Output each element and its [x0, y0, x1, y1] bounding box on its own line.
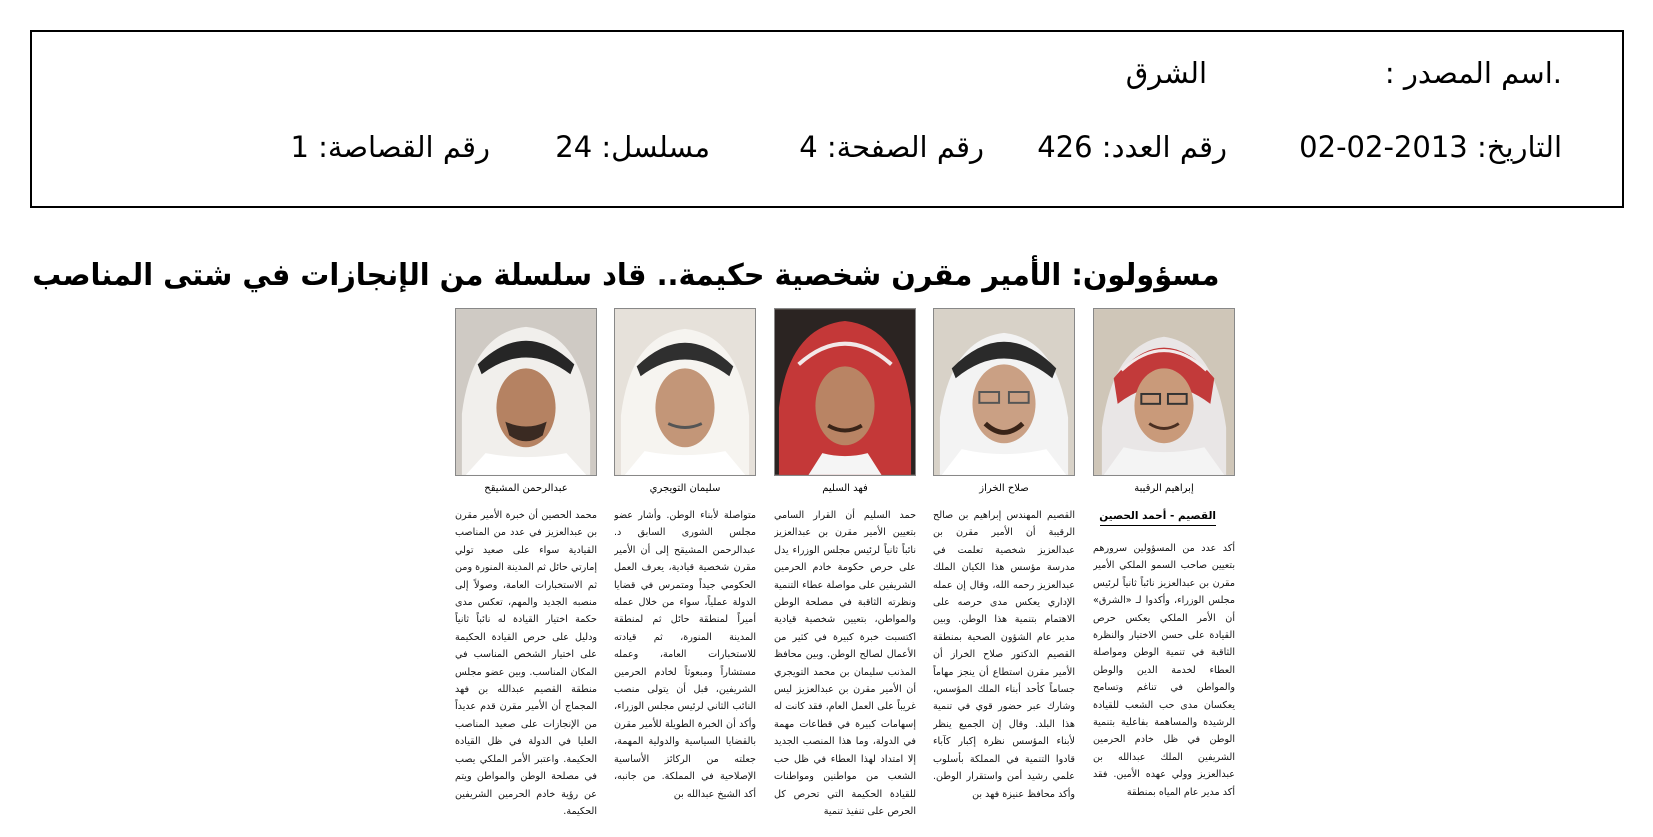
- portrait-photo-abdulrahman: [455, 308, 597, 476]
- portrait-photo-ibrahim: [1093, 308, 1235, 476]
- photo-caption-ibrahim: إبراهيم الرقيبة: [1134, 483, 1194, 494]
- date-field: التاريخ: 2013-02-02: [1299, 130, 1562, 164]
- article-column-1: أكد عدد من المسؤولين سرورهم بتعيين صاحب السمو الملكي الأمير مقرن بن عبدالعزيز نائباً ثانياً لرئيس مجلس الوزراء، وأكدوا لـ «الشرق» أن الأمر الملكي يعكس حرص القيادة على حسن الاختيار والنظرة الثاقبة في تنمية الوطن ومواصلة العطاء لخدمة الدين والوطن والمواطن في تناغم وتسامح يعكسان مدى حب الشعب للقيادة الرشيدة والمساهمة بفاعلية بتنمية الوطن في ظل خادم الحرمين الشريفين الملك عبدالله بن عبدالعزيز وولي عهده الأمين. فقد أكد مدير عام المياه بمنطقة: [1093, 543, 1235, 798]
- source-info-box: [30, 30, 1624, 208]
- article-column-5: محمد الحصين أن خبرة الأمير مقرن بن عبدالعزيز في عدد من المناصب القيادية سواء على صعيد تولي إمارتي حائل ثم المدينة المنورة ومن ثم الاستخبارات العامة، وصولاً إلى منصبه الجديد والمهم، تعكس مدى حكمة اختيار القيادة له نائباً ثانياً ودليل على حرص القيادة الحكيمة على اختيار الشخص المناسب في المكان المناسب. وبين عضو مجلس منطقة القصيم عبدالله بن فهد المجماج أن الأمير مقرن قدم عديداً من الإنجازات على صعيد المناصب العليا في الدولة في ظل القيادة الحكيمة. واعتبر الأمر الملكي يصب في مصلحة الوطن والمواطن ويتم عن رؤية خادم الحرمين الشريفين الحكيمة.: [455, 510, 597, 817]
- portrait-photo-sulaiman: [614, 308, 756, 476]
- portrait-photo-icon: [456, 309, 596, 475]
- clipping-number-field: رقم القصاصة: 1: [290, 130, 490, 164]
- page-number-field: رقم الصفحة: 4: [799, 130, 984, 164]
- article-column-2: القصيم المهندس إبراهيم بن صالح الرقيبة أن الأمير مقرن بن عبدالعزيز شخصية تعلمت في مدرسة مؤسس هذا الكيان الملك عبدالعزيز رحمه الله، وقال إن عمله الإداري يعكس مدى حرصه على الاهتمام بتنمية هذا الوطن. وبين مدير عام الشؤون الصحية بمنطقة القصيم الدكتور صلاح الخراز أن الأمير مقرن استطاع أن ينجز مهاماً جساماً كأحد أبناء الملك المؤسس، وشارك عبر حضور قوي في تنمية هذا البلد. وقال إن الجميع ينظر لأبناء المؤسس نظرة إكبار كآباء قادوا التنمية في المملكة بأسلوب علمي رشيد أمن واستقرار الوطن. وأكد محافظ عنيزة فهد بن: [933, 510, 1075, 800]
- article-headline: مسؤولون: الأمير مقرن شخصية حكيمة.. قاد سلسلة من الإنجازات في شتى المناصب: [32, 258, 1220, 293]
- photo-caption-salah: صلاح الخراز: [979, 483, 1029, 494]
- source-value: الشرق: [1125, 56, 1207, 90]
- portrait-photo-icon: [934, 309, 1074, 475]
- article-byline: القصيم - أحمد الحصين: [1100, 510, 1216, 526]
- article-column-3: حمد السليم أن القرار السامي بتعيين الأمير مقرن بن عبدالعزيز نائباً ثانياً لرئيس مجلس الوزراء يدل على حرص حكومة خادم الحرمين الشريفين على مواصلة عطاء التنمية ونظرته الثاقبة في مصلحة الوطن والمواطن، بتعيين شخصية قيادية اكتسبت خبرة كبيرة في كثير من الأعمال لصالح الوطن. وبين محافظ المذنب سليمان بن محمد التويجري أن الأمير مقرن بن عبدالعزيز ليس غريباً على العمل العام، فقد كانت له إسهامات كبيرة في قطاعات مهمة في الدولة، وما هذا المنصب الجديد إلا امتداد لهذا العطاء في ظل حب الشعب من مواطنين ومواطنات للقيادة الحكيمة التي تحرص كل الحرص على تنفيذ تنمية: [774, 510, 916, 817]
- photo-caption-abdulrahman: عبدالرحمن المشيقح: [484, 483, 568, 494]
- photo-caption-sulaiman: سليمان التويجري: [649, 483, 721, 494]
- serial-field: مسلسل: 24: [555, 130, 710, 164]
- photo-caption-fahad: فهد السليم: [822, 483, 868, 494]
- portrait-photo-icon: [615, 309, 755, 475]
- source-label: .اسم المصدر :: [1384, 56, 1562, 90]
- portrait-photo-salah: [933, 308, 1075, 476]
- portrait-photo-icon: [1094, 309, 1234, 475]
- issue-number-field: رقم العدد: 426: [1037, 130, 1227, 164]
- portrait-photo-icon: [775, 309, 915, 475]
- article-column-4: متواصلة لأبناء الوطن. وأشار عضو مجلس الشورى السابق د. عبدالرحمن المشيقح إلى أن الأمير مقرن شخصية قيادية، يعرف العمل الحكومي جيداً ومتمرس في قضايا الدولة عملياً، سواء من خلال عمله أميراً لمنطقة حائل ثم لمنطقة المدينة المنورة، ثم قيادته للاستخبارات العامة، وعمله مستشاراً ومبعوثاً لخادم الحرمين الشريفين، قبل أن يتولى منصب النائب الثاني لرئيس مجلس الوزراء، وأكد أن الخبرة الطويلة للأمير مقرن بالقضايا السياسية والدولية المهمة، جعلته من الركائز الأساسية الإصلاحية في المملكة. من جانبه، أكد الشيخ عبدالله بن: [614, 510, 756, 800]
- portrait-photo-fahad: [774, 308, 916, 476]
